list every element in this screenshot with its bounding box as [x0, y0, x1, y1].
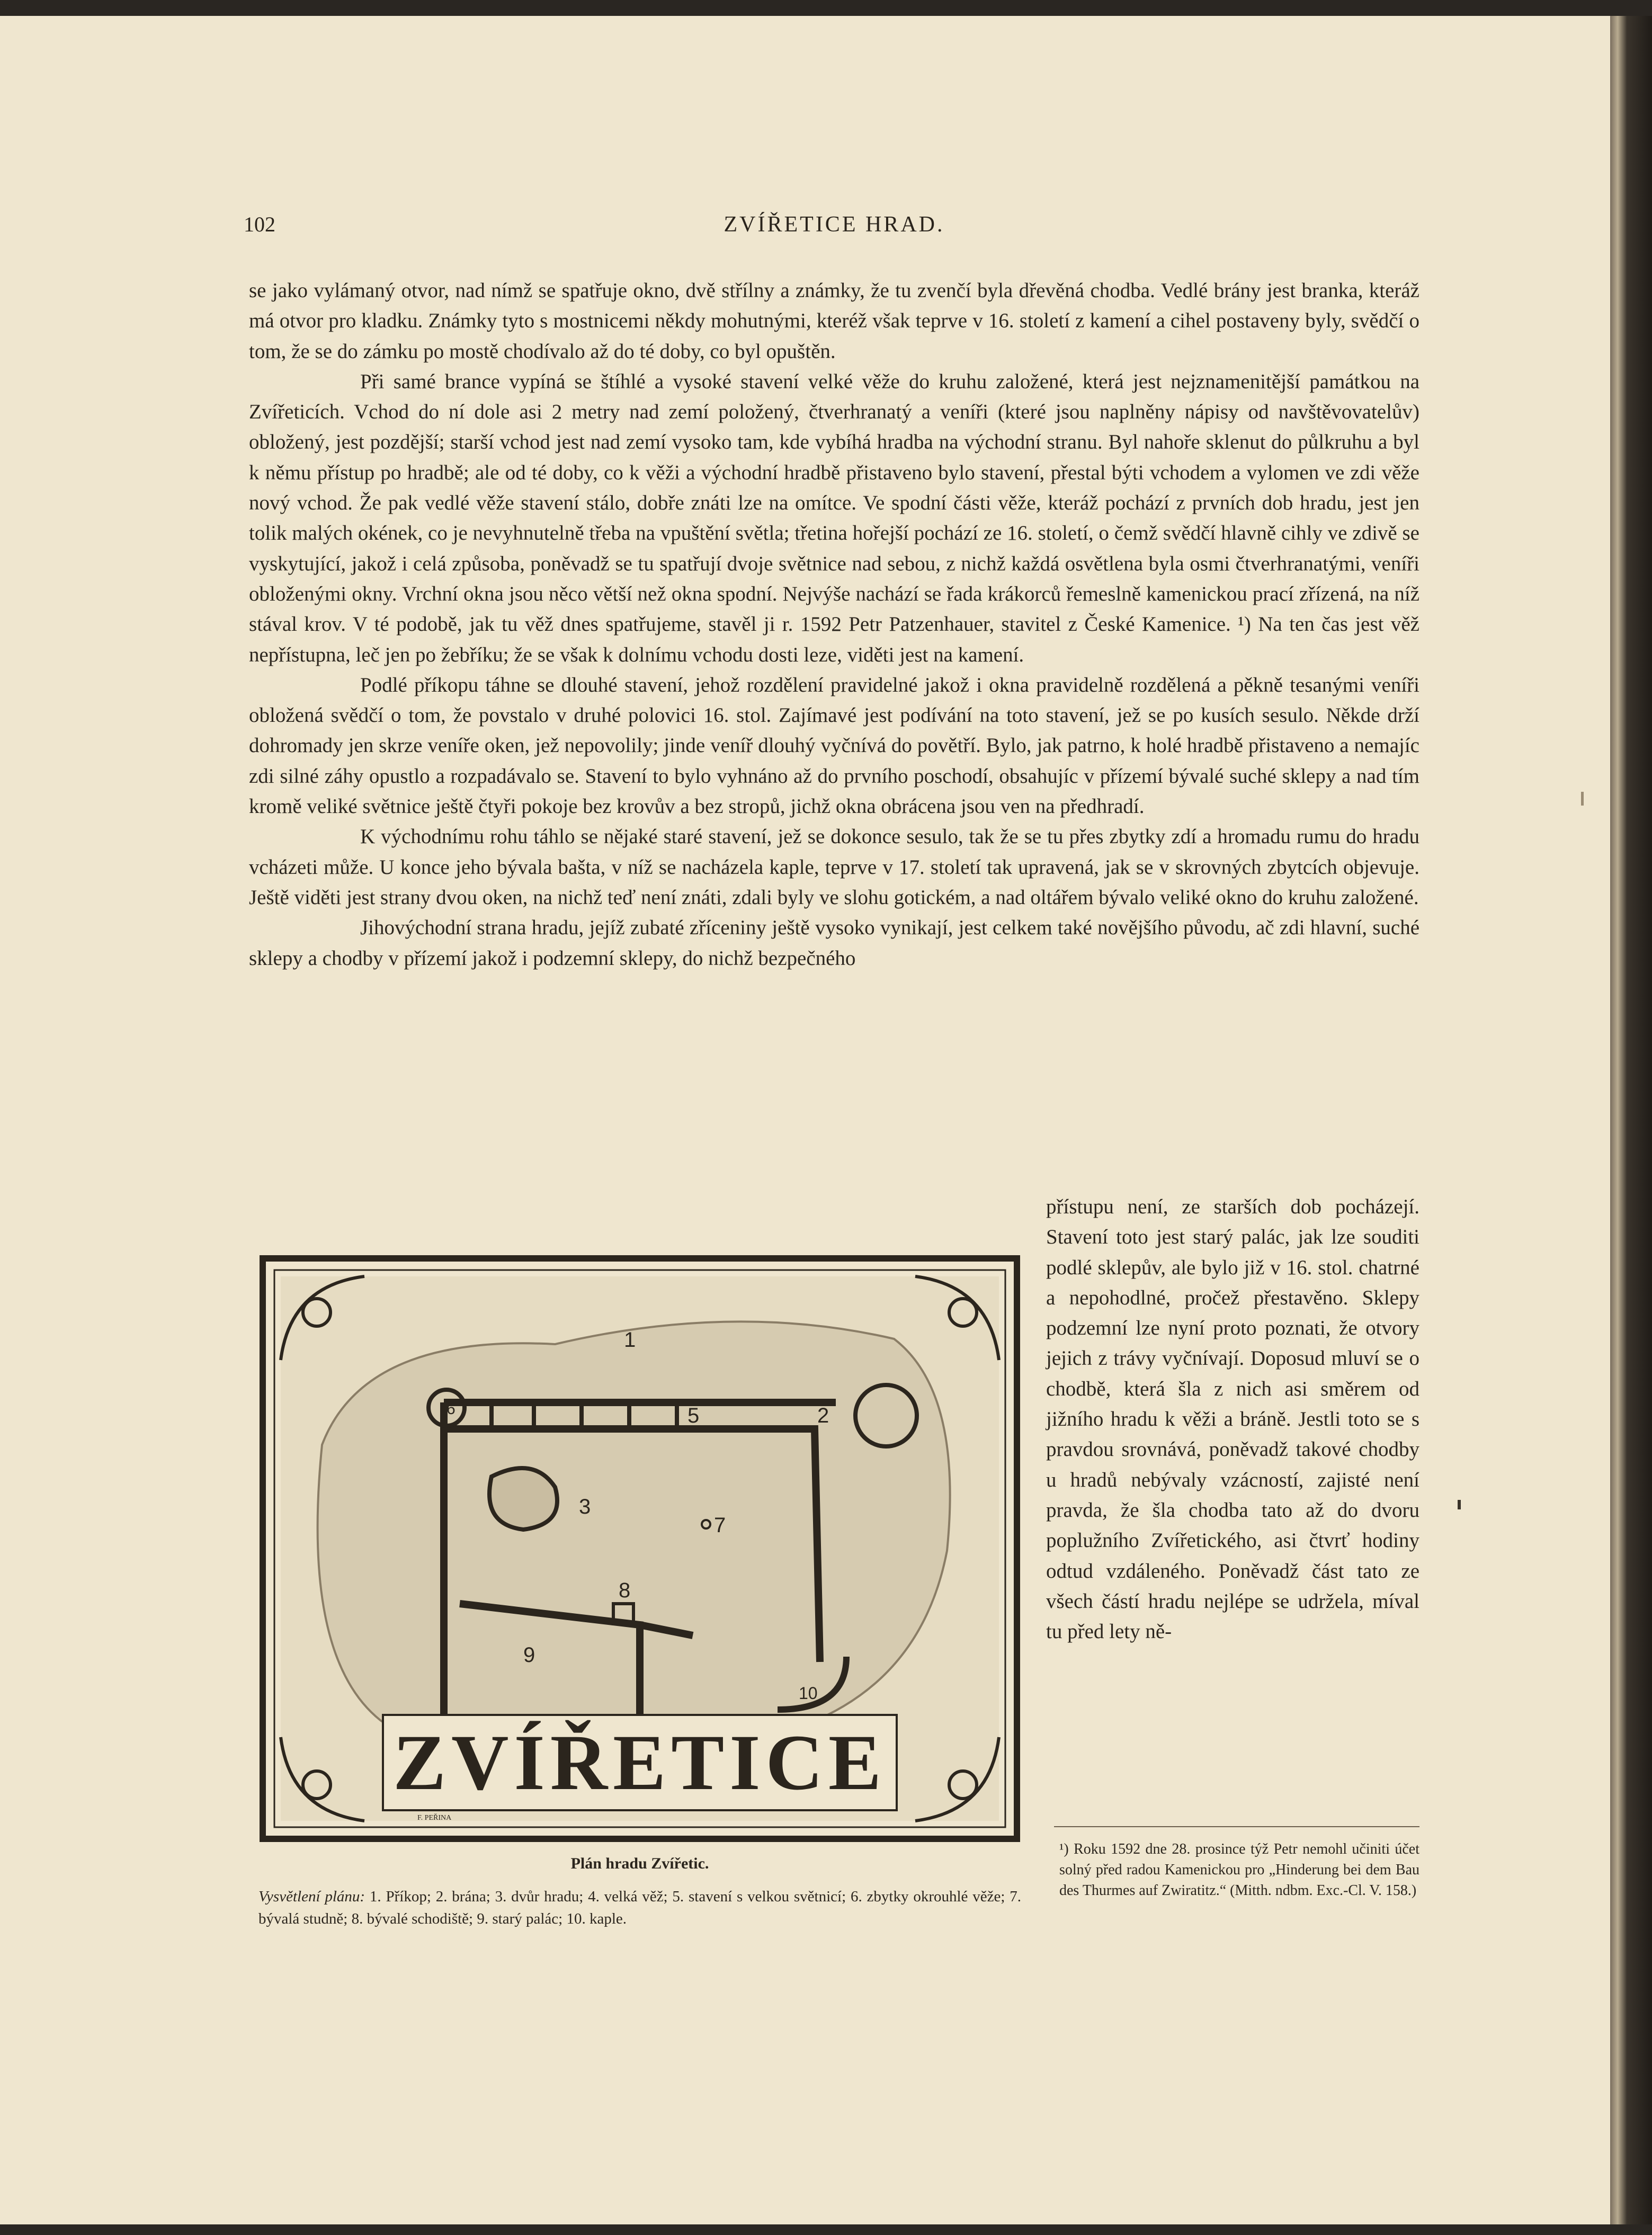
- side-column-text: [1046, 1192, 1419, 1647]
- book-spine-edge: [1610, 16, 1652, 2224]
- margin-mark: [1581, 792, 1584, 806]
- paragraph-1: se jako vylámaný otvor, nad nímž se spatřuje okno, dvě střílny a známky, že tu zvenčí byla dřevěná chodba. Vedlé brány jest branka, kteráž má otvor pro kladku. Známky tyto s mostnicemi někdy mohutnými, kteréž však teprve v 16. století z kamení a cihel postaveny byly, svědčí o tom, že se do zámku po mostě chodívalo až do té doby, co byl opuštěn.: [249, 279, 1419, 363]
- plan-number-2: 2: [817, 1404, 829, 1427]
- legend-label: Vysvětlení plánu:: [258, 1888, 365, 1905]
- footnote: ¹) Roku 1592 dne 28. prosince týž Petr nemohl učiniti účet solný před radou Kamenickou pro „Hinderung bei dem Bau des Thurmes auf Zwiratitz.“ (Mitth. ndbm. Exc.-Cl. V. 158.): [1059, 1841, 1419, 1899]
- body-text: [249, 275, 1419, 973]
- paragraph-5: Jihovýchodní strana hradu, jejíž zubaté zříceniny ještě vysoko vynikají, jest celkem také novějšího původu, ač zdi hlavní, suché sklepy a chodby v přízemí jakož i podzemní sklepy, do nichž bezpečného: [249, 916, 1419, 970]
- plan-number-10: 10: [799, 1684, 818, 1703]
- big-tower: [855, 1385, 917, 1446]
- running-title: ZVÍŘETICE HRAD.: [724, 212, 945, 237]
- plan-number-5: 5: [687, 1404, 700, 1427]
- legend-text: 1. Příkop; 2. brána; 3. dvůr hradu; 4. velká věž; 5. stavení s velkou světnicí; 6. zbytky okrouhlé věže; 7. bývalá studně; 8. bývalé schodiště; 9. starý palác; 10. kaple.: [258, 1888, 1021, 1927]
- plan-number-9: 9: [523, 1643, 535, 1667]
- paragraph-4: K východnímu rohu táhlo se nějaké staré stavení, jež se dokonce sesulo, tak že se tu přes zbytky zdí a hromadu rumu do hradu vcházeti může. U konce jeho bývala bašta, v níž se nacházela kaple, teprve v 17. století tak upravená, jak se v skrovných zbytcích objevuje. Ještě viděti jest strany dvou oken, na nichž teď není znáti, zdali byly ve slohu gotickém, a nad oltářem bývalo veliké okno do kruhu založené.: [249, 825, 1419, 909]
- plan-number-7: 7: [714, 1514, 726, 1537]
- plan-number-1: 1: [624, 1328, 636, 1352]
- plan-number-6: 6: [447, 1400, 456, 1418]
- figure-caption-title: Plán hradu Zvířetic.: [570, 1855, 709, 1872]
- page-header: [244, 212, 1425, 244]
- margin-mark: [1458, 1500, 1461, 1509]
- figure-legend: [258, 1885, 1021, 1930]
- footnote-separator: [1054, 1826, 1419, 1827]
- castle-plan-image: [258, 1254, 1021, 1843]
- banner-title: ZVÍŘETICE: [393, 1719, 887, 1807]
- engraver-signature: F. PEŘINA: [417, 1814, 452, 1822]
- old-palace-ruins: [489, 1468, 557, 1530]
- page-number: 102: [244, 212, 275, 236]
- plan-number-8: 8: [619, 1579, 631, 1602]
- plan-number-3: 3: [579, 1495, 591, 1518]
- paragraph-3: Podlé příkopu táhne se dlouhé stavení, jehož rozdělení pravidelné jakož i okna pravidelně rozdělená a pěkně tesanými veníři obložená svědčí o tom, že povstalo v druhé polovici 16. stol. Zajímavé jest podívání na toto stavení, jež se po kusích sesulo. Někde drží dohromady jen skrze veníře oken, jež nepovolily; jinde veníř dlouhý vyčnívá do povětří. Bylo, jak patrno, k holé hradbě přistaveno a nemajíc zdi silné záhy opustlo a rozpadávalo se. Stavení to bylo vyhnáno až do prvního poschodí, obsahujíc v přízemí bývalé suché sklepy a nad tím kromě veliké světnice ještě čtyři pokoje bez krovův a bez stropů, jichž okna obrácena jsou ven na předhradí.: [249, 673, 1419, 818]
- paragraph-2: Při samé brance vypíná se štíhlé a vysoké stavení velké věže do kruhu založené, která jest nejznamenitější památkou na Zvířeticích. Vchod do ní dole asi 2 metry nad zemí položený, čtverhranatý a veníři (které jsou naplněny nápisy od navštěvovatelův) obložený, jest pozdější; starší vchod jest nad zemí vysoko tam, kde vybíhá hradba na východní stranu. Byl nahoře sklenut do půlkruhu a byl k němu přístup po hradbě; ale od té doby, co k věži a východní hradbě přistaveno bylo stavení, přestal býti vchodem a vylomen ve zdi věže nový vchod. Že pak vedlé věže stavení stálo, dobře znáti lze na omítce. Ve spodní části věže, kteráž pochází z prvních dob hradu, jest jen tolik malých okének, co je nevyhnutelně třeba na vpuštění světla; třetina hořejší pochází ze 16. století, o čemž svědčí hlavně cihly ve zdivě se vyskytující, jakož i celá způsoba, poněvadž se tu spatřují dvoje světnice nad sebou, z nichž každá osvětlena byla osmi čtverhranatými, veníři obloženými okny. Vrchní okna jsou něco větší než okna spodní. Nejvýše nachází se řada krákorců řemeslně kamenickou prací zřízená, na níž stával krov. V té podobě, jak tu věž dnes spatřujeme, stavěl ji r. 1592 Petr Patzenhauer, stavitel z České Kamenice. ¹) Na ten čas jest věž nepřístupna, leč jen po žebříku; že se však k dolnímu vchodu dosti leze, viděti jest na kamení.: [249, 370, 1419, 666]
- side-paragraph: přístupu není, ze starších dob pocházejí. Stavení toto jest starý palác, jak lze souditi podlé sklepův, ale bylo již v 16. stol. chatrné a nepohodlné, pročež přestavěno. Sklepy podzemní lze nyní proto poznati, že otvory jejich z trávy vyčnívají. Doposud mluví se o chodbě, která šla z nich asi směrem od jižního hradu k věži a bráně. Jestli toto se s pravdou srovnává, poněvadž takové chodby u hradů nebývaly vzácností, zajisté není pravda, že šla chodba tato až do dvoru poplužního Zvířetického, asi čtvrť hodiny odtud vzdáleného. Poněvadž část tato ze všech částí hradu nejlépe se udržela, míval tu před lety ně-: [1046, 1195, 1419, 1643]
- castle-plan-figure: [258, 1254, 1021, 1843]
